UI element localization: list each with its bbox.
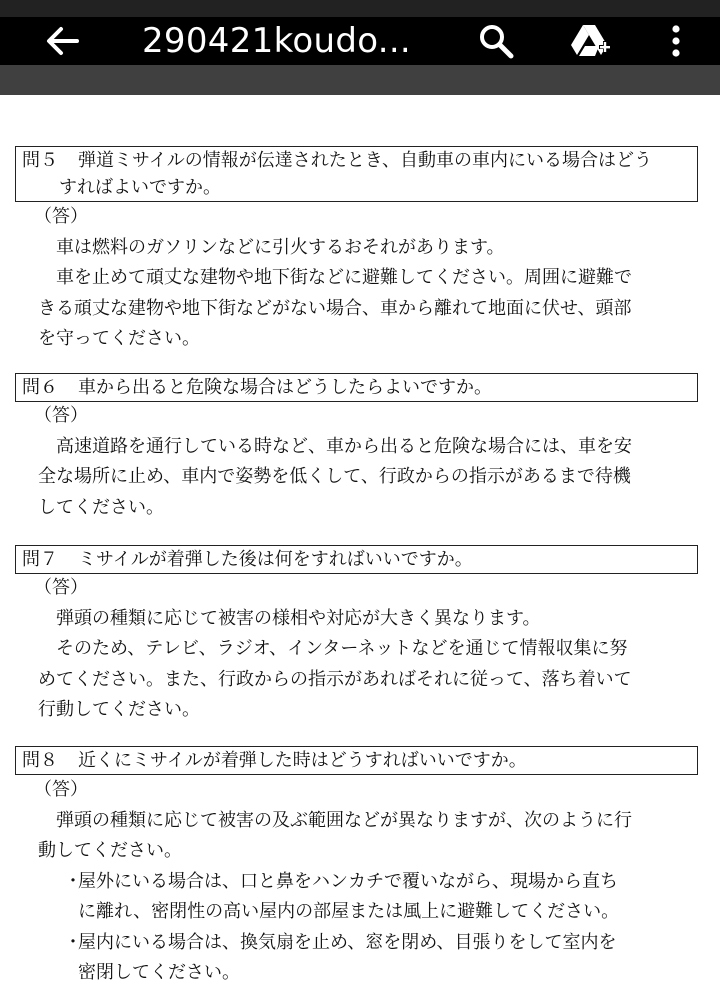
search-button[interactable] <box>474 21 518 61</box>
question-text: 弾道ミサイルの情報が伝達されたとき、自動車の車内にいる場合はどう <box>78 150 653 171</box>
answer-text: きる頑丈な建物や地下街などがない場合、車から離れて地面に伏せ、頭部 <box>38 297 632 319</box>
answer-8 <box>34 775 704 989</box>
answer-label: （答） <box>34 577 88 598</box>
question-8-box <box>15 746 698 775</box>
back-arrow-icon <box>45 26 79 56</box>
answer-text: 車を止めて頑丈な建物や地下街などに避難してください。周囲に避難で <box>56 267 632 288</box>
document-page[interactable] <box>0 95 720 993</box>
bullet-text: 密閉してください。 <box>78 962 240 983</box>
question-5-box <box>15 146 698 202</box>
answer-label: （答） <box>34 206 88 227</box>
bullet-item <box>34 928 704 959</box>
status-bar <box>0 0 720 17</box>
bullet-text: 屋内にいる場合は、換気扇を止め、窓を閉め、目張りをして室内を <box>78 931 617 953</box>
question-6-box <box>15 373 698 402</box>
answer-text: を守ってください。 <box>38 328 200 349</box>
question-number: 問７ <box>22 549 58 570</box>
answer-6 <box>34 401 704 523</box>
more-options-button[interactable] <box>654 21 698 61</box>
bullet-mark: ・ <box>64 931 82 953</box>
document-title: 290421koudo... <box>142 21 412 61</box>
question-number: 問６ <box>22 377 58 398</box>
bullet-item <box>34 867 704 898</box>
answer-text: そのため、テレビ、ラジオ、インターネットなどを通じて情報収集に努 <box>56 638 628 659</box>
add-to-drive-button[interactable] <box>566 21 616 61</box>
answer-text: 弾頭の種類に応じて被害の様相や対応が大きく異なります。 <box>56 607 541 629</box>
question-number: 問８ <box>22 750 58 771</box>
app-bar <box>0 0 720 95</box>
question-text: ミサイルが着弾した後は何をすればいいですか。 <box>78 549 473 570</box>
answer-text: 車は燃料のガソリンなどに引火するおそれがあります。 <box>56 236 505 258</box>
question-text: 車から出ると危険な場合はどうしたらよいですか。 <box>78 377 492 398</box>
answer-text: めてください。また、行政からの指示があればそれに従って、落ち着いて <box>38 668 632 690</box>
drive-add-icon <box>569 23 613 59</box>
question-text: 近くにミサイルが着弾した時はどうすればいいですか。 <box>78 750 527 771</box>
question-number: 問５ <box>22 150 58 171</box>
answer-text: してください。 <box>38 496 164 518</box>
more-vert-icon <box>670 24 682 58</box>
answer-text: 行動してください。 <box>38 699 200 720</box>
question-text: すればよいですか。 <box>59 177 221 198</box>
question-7-box <box>15 545 698 574</box>
bullet-mark: ・ <box>64 870 82 892</box>
answer-text: 全な場所に止め、車内で姿勢を低くして、行政からの指示があるまで待機 <box>38 466 631 487</box>
answer-7 <box>34 573 704 726</box>
back-button[interactable] <box>40 23 84 59</box>
bullet-text: 屋外にいる場合は、口と鼻をハンカチで覆いながら、現場から直ち <box>78 870 618 892</box>
answer-text: 弾頭の種類に応じて被害の及ぶ範囲などが異なりますが、次のように行 <box>56 809 632 831</box>
answer-text: 動してください。 <box>38 840 182 861</box>
answer-label: （答） <box>34 405 88 426</box>
search-icon <box>478 23 514 59</box>
answer-label: （答） <box>34 779 88 800</box>
bullet-text: に離れ、密閉性の高い屋内の部屋または風上に避難してください。 <box>78 901 620 922</box>
answer-5 <box>34 202 704 355</box>
answer-text: 高速道路を通行している時など、車から出ると危険な場合には、車を安 <box>56 435 632 457</box>
toolbar <box>0 17 720 65</box>
